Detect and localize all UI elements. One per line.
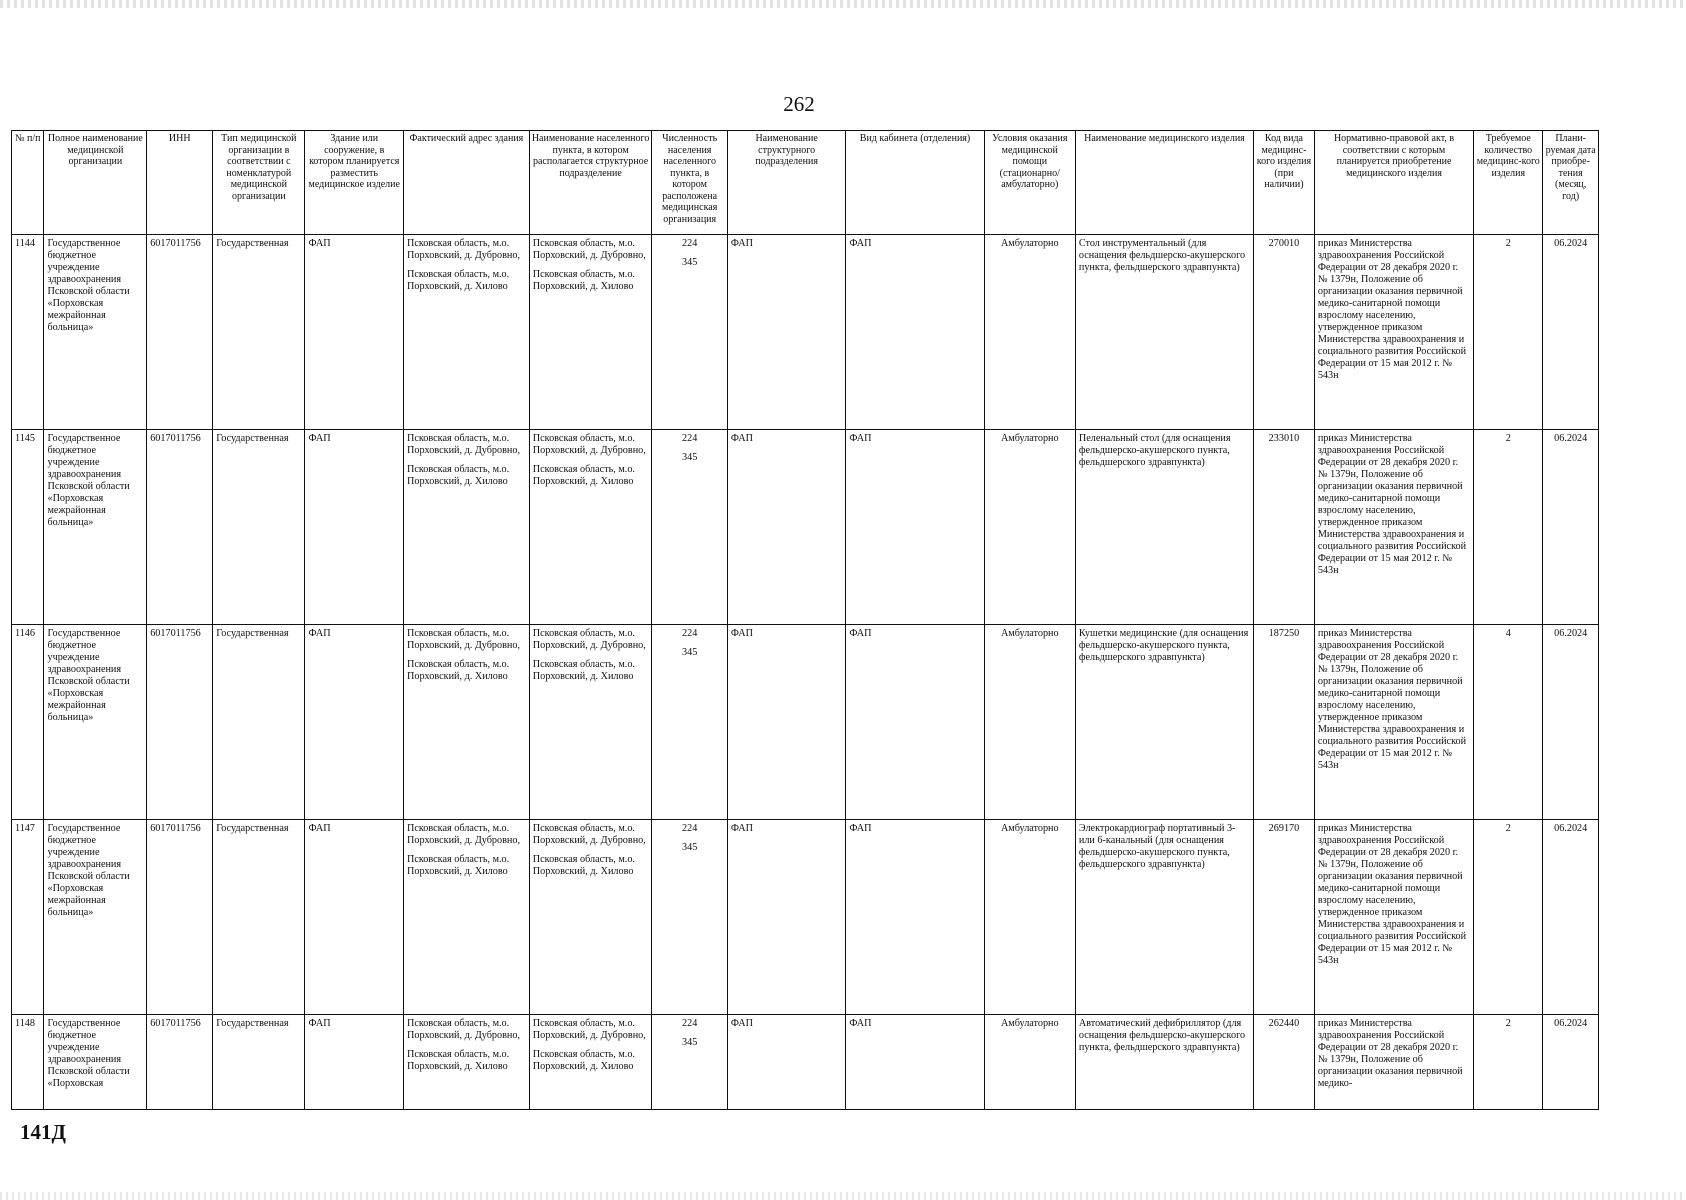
actual-address-line: Псковская область, м.о. Порховский, д. Хилово [407, 1049, 510, 1072]
page-number: 262 [783, 92, 815, 116]
cabinet-type: ФАП [846, 1015, 984, 1110]
required-quantity: 2 [1474, 430, 1543, 625]
device-type-code: 262440 [1254, 1015, 1315, 1110]
column-header: Наименование структурного подразделения [727, 131, 845, 235]
cabinet-type: ФАП [846, 820, 984, 1015]
actual-address [404, 430, 530, 625]
organization-name: Государственное бюджетное учреждение здравоохранения Псковской области «Порховская межрайонная больница» [44, 430, 147, 625]
regulatory-act: приказ Министерства здравоохранения Российской Федерации от 28 декабря 2020 г. № 1379н, Положение об организации оказания первичной медико-санитарной помощи взрослому населению, утвержденное приказом Министерства здравоохранения и социального развития Российской Федерации от 15 мая 2012 г. № 543н [1314, 235, 1473, 430]
actual-address-line: Псковская область, м.о. Порховский, д. Дубровно, [407, 433, 521, 456]
cabinet-type: ФАП [846, 235, 984, 430]
column-header: Полное наименование медицинской организации [44, 131, 147, 235]
locality [529, 235, 652, 430]
locality-line: Псковская область, м.о. Порховский, д. Дубровно, [532, 1018, 646, 1041]
actual-address-line: Псковская область, м.о. Порховский, д. Хилово [407, 659, 510, 682]
table-row [12, 235, 1599, 430]
locality-line: Псковская область, м.о. Порховский, д. Дубровно, [532, 433, 646, 456]
actual-address [404, 625, 530, 820]
planned-date: 06.2024 [1543, 1015, 1599, 1110]
care-conditions: Амбулаторно [984, 235, 1075, 430]
locality-line: Псковская область, м.о. Порховский, д. Хилово [532, 1049, 635, 1072]
actual-address-line: Псковская область, м.о. Порховский, д. Дубровно, [407, 628, 521, 651]
organization-type: Государственная [213, 1015, 305, 1110]
building: ФАП [305, 820, 404, 1015]
required-quantity: 4 [1474, 625, 1543, 820]
table-header-row [12, 131, 1599, 235]
device-type-code: 269170 [1254, 820, 1315, 1015]
planned-date: 06.2024 [1543, 235, 1599, 430]
regulatory-act: приказ Министерства здравоохранения Российской Федерации от 28 декабря 2020 г. № 1379н, Положение об организации оказания первичной медико-санитарной помощи взрослому населению, утвержденное приказом Министерства здравоохранения и социального развития Российской Федерации от 15 мая 2012 г. № 543н [1314, 820, 1473, 1015]
organization-type: Государственная [213, 625, 305, 820]
inn: 6017011756 [147, 820, 213, 1015]
population-line: 224 [682, 238, 698, 249]
locality-line: Псковская область, м.о. Порховский, д. Хилово [532, 269, 635, 292]
document-footer-code: 141Д [20, 1120, 66, 1144]
cabinet-type: ФАП [846, 625, 984, 820]
building: ФАП [305, 1015, 404, 1110]
medical-device-name: Автоматический дефибриллятор (для оснащения фельдшерско-акушерского пункта, фельдшерского здравпункта) [1075, 1015, 1253, 1110]
scan-edge-top [0, 0, 1686, 8]
table-row [12, 820, 1599, 1015]
inn: 6017011756 [147, 625, 213, 820]
column-header: Вид кабинета (отделения) [846, 131, 984, 235]
medical-device-name: Стол инструментальный (для оснащения фельдшерско-акушерского пункта, фельдшерского здравпункта) [1075, 235, 1253, 430]
care-conditions: Амбулаторно [984, 625, 1075, 820]
regulatory-act: приказ Министерства здравоохранения Российской Федерации от 28 декабря 2020 г. № 1379н, Положение об организации оказания первичной медико-санитарной помощи взрослому населению, утвержденное приказом Министерства здравоохранения и социального развития Российской Федерации от 15 мая 2012 г. № 543н [1314, 430, 1473, 625]
medical-device-name: Кушетки медицинские (для оснащения фельдшерско-акушерского пункта, фельдшерского здравпункта) [1075, 625, 1253, 820]
regulatory-act: приказ Министерства здравоохранения Российской Федерации от 28 декабря 2020 г. № 1379н, Положение об организации оказания первичной медико-санитарной помощи взрослому населению, утвержденное приказом Министерства здравоохранения и социального развития Российской Федерации от 15 мая 2012 г. № 543н [1314, 625, 1473, 820]
population-line: 345 [682, 452, 698, 463]
actual-address-line: Псковская область, м.о. Порховский, д. Дубровно, [407, 823, 521, 846]
population [652, 430, 727, 625]
actual-address-line: Псковская область, м.о. Порховский, д. Дубровно, [407, 238, 521, 261]
locality [529, 1015, 652, 1110]
organization-name: Государственное бюджетное учреждение здравоохранения Псковской области «Порховская межрайонная больница» [44, 625, 147, 820]
column-header: Фактический адрес здания [404, 131, 530, 235]
column-header: № п/п [12, 131, 44, 235]
structural-unit: ФАП [727, 235, 845, 430]
locality-line: Псковская область, м.о. Порховский, д. Хилово [532, 464, 635, 487]
planned-date: 06.2024 [1543, 430, 1599, 625]
locality-line: Псковская область, м.о. Порховский, д. Дубровно, [532, 823, 646, 846]
organization-name: Государственное бюджетное учреждение здравоохранения Псковской области «Порховская межрайонная больница» [44, 235, 147, 430]
regulatory-act: приказ Министерства здравоохранения Российской Федерации от 28 декабря 2020 г. № 1379н, Положение об организации оказания первичной медико- [1314, 1015, 1473, 1110]
population [652, 1015, 727, 1110]
column-header: Наименование населенного пункта, в котором располагается структурное подразделение [529, 131, 652, 235]
locality [529, 430, 652, 625]
row-number: 1146 [12, 625, 44, 820]
column-header: Условия оказания медицинской помощи (стационарно/ амбулаторно) [984, 131, 1075, 235]
row-number: 1145 [12, 430, 44, 625]
column-header: Код вида медицинс-кого изделия (при наличии) [1254, 131, 1315, 235]
building: ФАП [305, 235, 404, 430]
locality-line: Псковская область, м.о. Порховский, д. Хилово [532, 854, 635, 877]
organization-name: Государственное бюджетное учреждение здравоохранения Псковской области «Порховская [44, 1015, 147, 1110]
inn: 6017011756 [147, 430, 213, 625]
device-type-code: 187250 [1254, 625, 1315, 820]
column-header: Тип медицинской организации в соответствии с номенклатурой медицинской организации [213, 131, 305, 235]
inn: 6017011756 [147, 235, 213, 430]
population-line: 345 [682, 647, 698, 658]
structural-unit: ФАП [727, 820, 845, 1015]
care-conditions: Амбулаторно [984, 430, 1075, 625]
column-header: Нормативно-правовой акт, в соответствии с которым планируется приобретение медицинского изделия [1314, 131, 1473, 235]
column-header: Здание или сооружение, в котором планируется разместить медицинское изделие [305, 131, 404, 235]
equipment-registry-table [11, 130, 1599, 1110]
population [652, 625, 727, 820]
care-conditions: Амбулаторно [984, 1015, 1075, 1110]
structural-unit: ФАП [727, 625, 845, 820]
column-header: Требуемое количество медицинс-кого изделия [1474, 131, 1543, 235]
medical-device-name: Электрокардиограф портативный 3- или 6-канальный (для оснащения фельдшерско-акушерского пункта, фельдшерского здравпункта) [1075, 820, 1253, 1015]
table-row [12, 625, 1599, 820]
table-row [12, 430, 1599, 625]
population-line: 345 [682, 1037, 698, 1048]
population-line: 345 [682, 842, 698, 853]
medical-device-name: Пеленальный стол (для оснащения фельдшерско-акушерского пункта, фельдшерского здравпункта) [1075, 430, 1253, 625]
inn: 6017011756 [147, 1015, 213, 1110]
population-line: 224 [682, 823, 698, 834]
column-header: Наименование медицинского изделия [1075, 131, 1253, 235]
structural-unit: ФАП [727, 1015, 845, 1110]
planned-date: 06.2024 [1543, 625, 1599, 820]
column-header: Плани-руемая дата приобре-тения (месяц, год) [1543, 131, 1599, 235]
care-conditions: Амбулаторно [984, 820, 1075, 1015]
organization-name: Государственное бюджетное учреждение здравоохранения Псковской области «Порховская межрайонная больница» [44, 820, 147, 1015]
required-quantity: 2 [1474, 235, 1543, 430]
actual-address [404, 235, 530, 430]
actual-address [404, 820, 530, 1015]
actual-address-line: Псковская область, м.о. Порховский, д. Хилово [407, 854, 510, 877]
row-number: 1147 [12, 820, 44, 1015]
locality [529, 820, 652, 1015]
organization-type: Государственная [213, 820, 305, 1015]
cabinet-type: ФАП [846, 430, 984, 625]
population-line: 345 [682, 257, 698, 268]
population-line: 224 [682, 628, 698, 639]
population [652, 820, 727, 1015]
row-number: 1148 [12, 1015, 44, 1110]
column-header: Численность населения населенного пункта, в котором расположена медицинская организация [652, 131, 727, 235]
column-header: ИНН [147, 131, 213, 235]
actual-address-line: Псковская область, м.о. Порховский, д. Хилово [407, 269, 510, 292]
organization-type: Государственная [213, 430, 305, 625]
planned-date: 06.2024 [1543, 820, 1599, 1015]
actual-address-line: Псковская область, м.о. Порховский, д. Дубровно, [407, 1018, 521, 1041]
population-line: 224 [682, 433, 698, 444]
scan-edge-bottom [0, 1192, 1686, 1200]
organization-type: Государственная [213, 235, 305, 430]
population [652, 235, 727, 430]
locality-line: Псковская область, м.о. Порховский, д. Дубровно, [532, 238, 646, 261]
population-line: 224 [682, 1018, 698, 1029]
required-quantity: 2 [1474, 820, 1543, 1015]
structural-unit: ФАП [727, 430, 845, 625]
actual-address [404, 1015, 530, 1110]
locality [529, 625, 652, 820]
required-quantity: 2 [1474, 1015, 1543, 1110]
device-type-code: 270010 [1254, 235, 1315, 430]
locality-line: Псковская область, м.о. Порховский, д. Дубровно, [532, 628, 646, 651]
building: ФАП [305, 430, 404, 625]
table-row [12, 1015, 1599, 1110]
locality-line: Псковская область, м.о. Порховский, д. Хилово [532, 659, 635, 682]
actual-address-line: Псковская область, м.о. Порховский, д. Хилово [407, 464, 510, 487]
device-type-code: 233010 [1254, 430, 1315, 625]
row-number: 1144 [12, 235, 44, 430]
building: ФАП [305, 625, 404, 820]
